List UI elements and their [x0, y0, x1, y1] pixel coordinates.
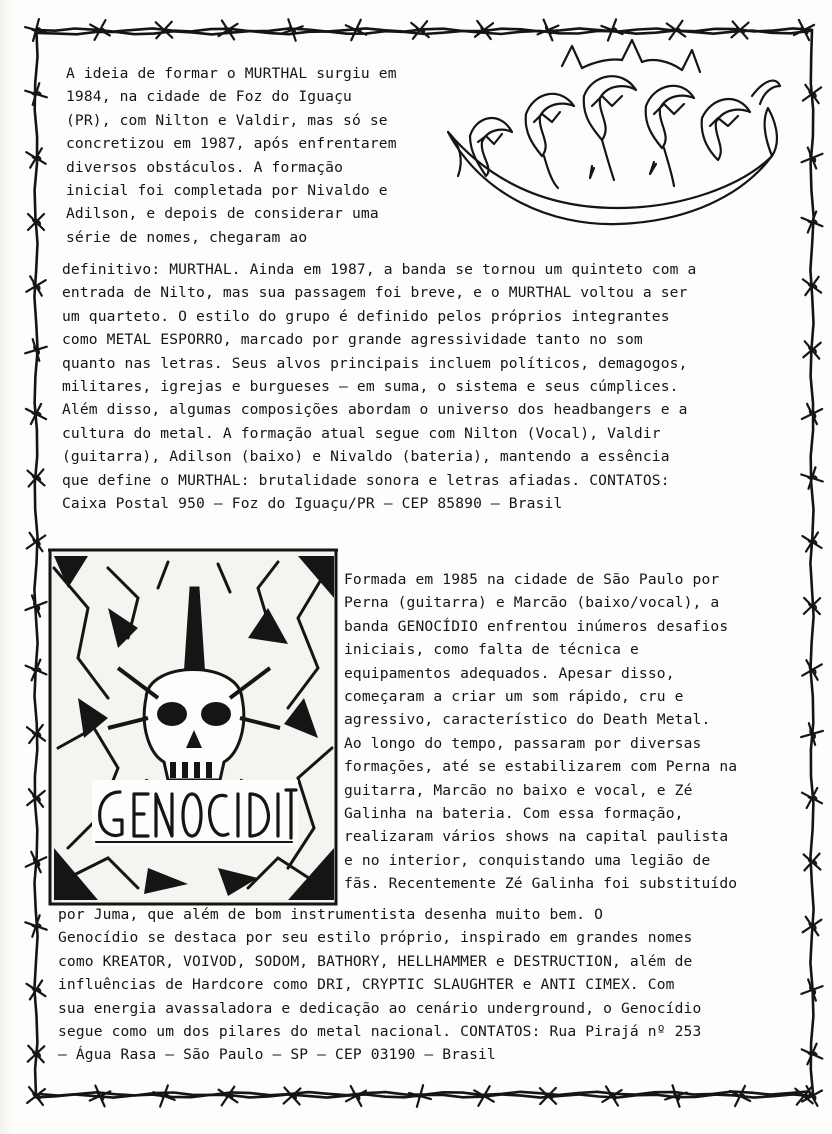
genocidio-logo-lettering — [92, 780, 298, 846]
murthal-body-line: como METAL ESPORRO, marcado por grande agressividade tanto no som — [62, 331, 643, 349]
genocidio-intro-line: realizaram vários shows na capital paulista — [344, 828, 729, 846]
murthal-intro-line: inicial foi completada por Nivaldo e — [66, 181, 388, 199]
genocidio-intro-line: equipamentos adequados. Apesar disso, — [344, 664, 675, 682]
genocidio-body-line: influências de Hardcore como DRI, CRYPTIC SLAUGHTER e ANTI CIMEX. Com — [58, 976, 675, 994]
murthal-body-line: militares, igrejas e burgueses – em suma, o sistema e seus cúmplices. — [62, 377, 679, 395]
genocidio-body-line: – Água Rasa – São Paulo – SP – CEP 03190 – Brasil — [58, 1046, 496, 1064]
murthal-intro-line: (PR), com Nilton e Valdir, mas só se — [66, 111, 388, 129]
wire-strand — [810, 30, 813, 1096]
genocidio-body-text — [58, 903, 701, 1067]
genocidio-intro-line: Ao longo do tempo, passaram por diversas — [344, 734, 702, 752]
genocidio-body-line: por Juma, que além de bom instrumentista desenha muito bem. O — [58, 906, 604, 923]
murthal-body-line: que define o MURTHAL: brutalidade sonora e letras afiadas. CONTATOS: — [62, 471, 670, 489]
genocidio-intro-line: Formada em 1985 na cidade de São Paulo por — [344, 571, 720, 588]
murthal-intro-line: diversos obstáculos. A formação — [66, 158, 344, 176]
murthal-intro-text — [66, 62, 397, 249]
genocidio-body-line: Genocídio se destaca por seu estilo próprio, inspirado em grandes nomes — [58, 929, 693, 947]
genocidio-intro-line: Galinha na bateria. Com essa formação, — [344, 804, 684, 822]
murthal-logo — [442, 36, 782, 236]
genocidio-intro-line: agressivo, característico do Death Metal. — [344, 711, 711, 729]
murthal-body-line: Além disso, algumas composições abordam o universo dos headbangers e a — [62, 401, 688, 419]
murthal-body-line: definitivo: MURTHAL. Ainda em 1987, a banda se tornou um quinteto com a — [62, 261, 697, 278]
genocidio-intro-line: Perna (guitarra) e Marcão (baixo/vocal), a — [344, 594, 720, 612]
murthal-body-line: entrada de Nilto, mas sua passagem foi breve, e o MURTHAL voltou a ser — [62, 284, 688, 302]
murthal-intro-line: série de nomes, chegaram ao — [66, 228, 308, 246]
genocidio-intro-line: iniciais, como falta de técnica e — [344, 641, 639, 659]
genocidio-intro-text — [344, 568, 737, 895]
murthal-body-line: um quarteto. O estilo do grupo é definido pelos próprios integrantes — [62, 307, 670, 325]
genocidio-intro-line: guitarra, Marcão no baixo e vocal, e Zé — [344, 781, 693, 799]
murthal-intro-line: Adilson, e depois de considerar uma — [66, 205, 379, 223]
murthal-body-line: (guitarra), Adilson (baixo) e Nivaldo (bateria), mantendo a essência — [62, 448, 670, 466]
murthal-body-line: Caixa Postal 950 – Foz do Iguaçu/PR – CEP 85890 – Brasil — [62, 494, 563, 512]
murthal-intro-line: concretizou em 1987, após enfrentarem — [66, 135, 397, 153]
genocidio-skull-artwork — [48, 548, 338, 906]
genocidio-body-line: sua energia avassaladora e dedicação ao cenário underground, o Genocídio — [58, 999, 702, 1017]
genocidio-intro-line: começaram a criar um som rápido, cru e — [344, 687, 684, 705]
wire-strand — [34, 30, 37, 1096]
murthal-body-line: quanto nas letras. Seus alvos principais incluem políticos, demagogos, — [62, 354, 688, 372]
murthal-intro-line: A ideia de formar o MURTHAL surgiu em — [66, 65, 397, 82]
murthal-body-line: cultura do metal. A formação atual segue com Nilton (Vocal), Valdir — [62, 424, 661, 442]
genocidio-body-line: como KREATOR, VOIVOD, SODOM, BATHORY, HELLHAMMER e DESTRUCTION, além de — [58, 952, 693, 970]
genocidio-body-line: segue como um dos pilares do metal nacional. CONTATOS: Rua Pirajá nº 253 — [58, 1022, 702, 1040]
murthal-body-text — [62, 258, 696, 515]
murthal-intro-line: 1984, na cidade de Foz do Iguaçu — [66, 88, 352, 106]
genocidio-intro-line: fãs. Recentemente Zé Galinha foi substituído — [344, 875, 738, 893]
genocidio-intro-line: e no interior, conquistando uma legião de — [344, 851, 711, 869]
genocidio-intro-line: formações, até se estabilizarem com Perna na — [344, 758, 738, 776]
genocidio-intro-line: banda GENOCÍDIO enfrentou inúmeros desafios — [344, 617, 729, 635]
